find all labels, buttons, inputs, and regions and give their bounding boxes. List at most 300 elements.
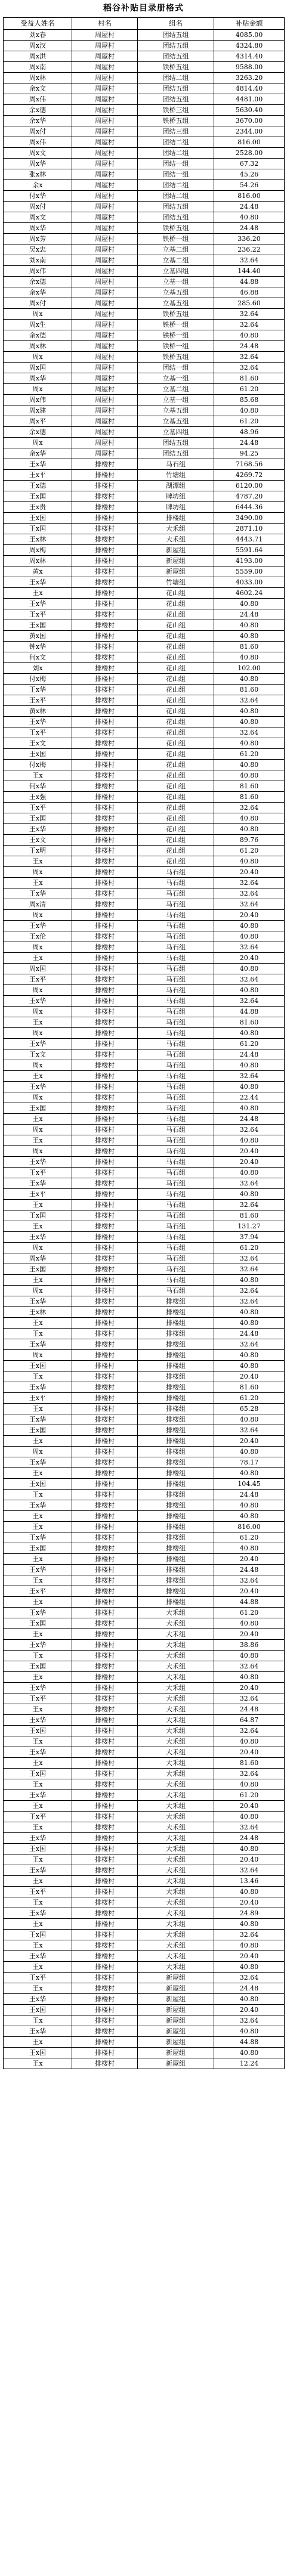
- cell-subsidy-amount: 24.48: [214, 1490, 285, 1500]
- cell-village-name: 排楼村: [72, 921, 138, 931]
- cell-group-name: 大禾组: [138, 1887, 214, 1897]
- cell-subsidy-amount: 32.64: [214, 1865, 285, 1876]
- cell-beneficiary-name: 王x平: [4, 695, 72, 706]
- cell-subsidy-amount: 32.64: [214, 899, 285, 910]
- cell-beneficiary-name: 王x平: [4, 1189, 72, 1200]
- cell-village-name: 排楼村: [72, 1114, 138, 1125]
- cell-subsidy-amount: 94.25: [214, 448, 285, 459]
- cell-group-name: 花山组: [138, 652, 214, 663]
- table-row: [4, 803, 285, 813]
- table-row: [4, 1704, 285, 1715]
- cell-village-name: 排楼村: [72, 792, 138, 803]
- cell-subsidy-amount: 45.26: [214, 169, 285, 180]
- cell-group-name: 马石组: [138, 1221, 214, 1232]
- table-row: [4, 1071, 285, 1082]
- table-row: [4, 405, 285, 416]
- cell-group-name: 马石组: [138, 953, 214, 964]
- table-row: [4, 438, 285, 448]
- cell-beneficiary-name: 王x: [4, 1897, 72, 1908]
- table-row: [4, 1082, 285, 1092]
- cell-village-name: 排楼村: [72, 470, 138, 481]
- cell-group-name: 新屋组: [138, 2037, 214, 2048]
- cell-group-name: 牌坊组: [138, 491, 214, 502]
- cell-group-name: 花山组: [138, 770, 214, 781]
- cell-subsidy-amount: 54.26: [214, 180, 285, 191]
- table-row: [4, 1919, 285, 1930]
- table-row: [4, 116, 285, 126]
- cell-group-name: 湖潭组: [138, 481, 214, 491]
- cell-village-name: 排楼村: [72, 556, 138, 566]
- table-row: [4, 159, 285, 169]
- cell-beneficiary-name: 刘x春: [4, 30, 72, 41]
- cell-subsidy-amount: 32.64: [214, 727, 285, 738]
- table-row: [4, 1629, 285, 1640]
- table-row: [4, 2005, 285, 2015]
- table-row: [4, 1393, 285, 1404]
- cell-beneficiary-name: 王x华: [4, 2026, 72, 2037]
- cell-group-name: 立基四组: [138, 427, 214, 438]
- cell-group-name: 大禾组: [138, 1769, 214, 1779]
- cell-village-name: 周屋村: [72, 427, 138, 438]
- cell-village-name: 周屋村: [72, 234, 138, 244]
- cell-village-name: 排楼村: [72, 1103, 138, 1114]
- cell-subsidy-amount: 32.64: [214, 1178, 285, 1189]
- cell-subsidy-amount: 40.80: [214, 405, 285, 416]
- cell-subsidy-amount: 40.80: [214, 1940, 285, 1951]
- cell-beneficiary-name: 周x平: [4, 416, 72, 427]
- cell-beneficiary-name: 余x华: [4, 116, 72, 126]
- cell-group-name: 排楼组: [138, 1511, 214, 1522]
- cell-village-name: 排楼村: [72, 910, 138, 921]
- cell-beneficiary-name: 王x华: [4, 996, 72, 1007]
- cell-village-name: 周屋村: [72, 266, 138, 277]
- cell-group-name: 排楼组: [138, 1307, 214, 1318]
- cell-beneficiary-name: 付x华: [4, 191, 72, 202]
- cell-beneficiary-name: 王x: [4, 1758, 72, 1769]
- cell-subsidy-amount: 38.86: [214, 1640, 285, 1651]
- cell-group-name: 花山组: [138, 695, 214, 706]
- cell-beneficiary-name: 王x华: [4, 1178, 72, 1189]
- cell-beneficiary-name: 王x华: [4, 685, 72, 695]
- cell-village-name: 排楼村: [72, 1801, 138, 1812]
- table-row: [4, 83, 285, 94]
- cell-subsidy-amount: 81.60: [214, 781, 285, 792]
- table-row: [4, 588, 285, 599]
- cell-subsidy-amount: 2528.00: [214, 148, 285, 159]
- cell-subsidy-amount: 40.80: [214, 1361, 285, 1371]
- cell-beneficiary-name: 付x梅: [4, 674, 72, 685]
- cell-subsidy-amount: 40.80: [214, 1736, 285, 1747]
- cell-village-name: 排楼村: [72, 609, 138, 620]
- cell-subsidy-amount: 7168.56: [214, 459, 285, 470]
- cell-group-name: 排楼组: [138, 1361, 214, 1371]
- table-row: [4, 1983, 285, 1994]
- table-row: [4, 1060, 285, 1071]
- cell-village-name: 排楼村: [72, 749, 138, 760]
- table-row: [4, 1339, 285, 1350]
- document-title: 稻谷补贴目录册格式: [103, 4, 184, 13]
- table-row: [4, 749, 285, 760]
- header-row: [4, 18, 285, 30]
- cell-beneficiary-name: 何x文: [4, 652, 72, 663]
- cell-subsidy-amount: 816.00: [214, 191, 285, 202]
- cell-group-name: 排楼组: [138, 1468, 214, 1479]
- table-row: [4, 642, 285, 652]
- cell-beneficiary-name: 王x: [4, 1704, 72, 1715]
- table-row: [4, 1468, 285, 1479]
- cell-beneficiary-name: 周x: [4, 910, 72, 921]
- cell-group-name: 花山组: [138, 642, 214, 652]
- cell-beneficiary-name: 王x国: [4, 524, 72, 534]
- table-row: [4, 1039, 285, 1049]
- cell-subsidy-amount: 5559.00: [214, 566, 285, 577]
- cell-subsidy-amount: 40.80: [214, 1812, 285, 1822]
- cell-subsidy-amount: 81.60: [214, 642, 285, 652]
- table-row: [4, 846, 285, 856]
- cell-group-name: 排楼组: [138, 1597, 214, 1608]
- cell-beneficiary-name: 王x: [4, 2037, 72, 2048]
- cell-village-name: 周屋村: [72, 105, 138, 116]
- table-row: [4, 1157, 285, 1168]
- cell-village-name: 周屋村: [72, 352, 138, 363]
- cell-village-name: 排楼村: [72, 1382, 138, 1393]
- cell-subsidy-amount: 40.80: [214, 1887, 285, 1897]
- cell-group-name: 铁桥一组: [138, 330, 214, 341]
- cell-village-name: 排楼村: [72, 770, 138, 781]
- cell-beneficiary-name: 王x华: [4, 1908, 72, 1919]
- cell-group-name: 团结五组: [138, 51, 214, 62]
- cell-beneficiary-name: 王x: [4, 2058, 72, 2069]
- cell-subsidy-amount: 32.64: [214, 1125, 285, 1135]
- cell-beneficiary-name: 王x平: [4, 1693, 72, 1704]
- table-row: [4, 974, 285, 985]
- cell-village-name: 周屋村: [72, 30, 138, 41]
- cell-village-name: 排楼村: [72, 1640, 138, 1651]
- table-row: [4, 1672, 285, 1683]
- cell-group-name: 花山组: [138, 674, 214, 685]
- table-row: [4, 1511, 285, 1522]
- cell-village-name: 排楼村: [72, 1522, 138, 1532]
- table-row: [4, 309, 285, 320]
- cell-village-name: 排楼村: [72, 1876, 138, 1887]
- cell-beneficiary-name: 余x德: [4, 277, 72, 287]
- cell-beneficiary-name: 王x国: [4, 2048, 72, 2058]
- cell-subsidy-amount: 24.48: [214, 1704, 285, 1715]
- table-row: [4, 760, 285, 770]
- cell-village-name: 排楼村: [72, 1361, 138, 1371]
- table-row: [4, 1457, 285, 1468]
- cell-group-name: 立基一组: [138, 277, 214, 287]
- table-row: [4, 1726, 285, 1736]
- cell-group-name: 大禾组: [138, 1919, 214, 1930]
- cell-subsidy-amount: 32.64: [214, 974, 285, 985]
- cell-group-name: 新屋组: [138, 2015, 214, 2026]
- cell-village-name: 排楼村: [72, 1758, 138, 1769]
- cell-subsidy-amount: 24.48: [214, 438, 285, 448]
- cell-group-name: 花山组: [138, 781, 214, 792]
- cell-subsidy-amount: 32.64: [214, 942, 285, 953]
- cell-group-name: 团结三组: [138, 126, 214, 137]
- cell-village-name: 排楼村: [72, 1983, 138, 1994]
- table-row: [4, 1897, 285, 1908]
- cell-group-name: 花山组: [138, 846, 214, 856]
- cell-village-name: 排楼村: [72, 1790, 138, 1801]
- cell-beneficiary-name: 王x华: [4, 1082, 72, 1092]
- cell-group-name: 排楼组: [138, 1404, 214, 1414]
- cell-beneficiary-name: 周x南: [4, 62, 72, 73]
- cell-group-name: 花山组: [138, 706, 214, 717]
- cell-group-name: 团结五组: [138, 41, 214, 51]
- table-row: [4, 2058, 285, 2069]
- cell-group-name: 铁桥五组: [138, 116, 214, 126]
- cell-village-name: 排楼村: [72, 663, 138, 674]
- cell-subsidy-amount: 20.40: [214, 1146, 285, 1157]
- cell-village-name: 排楼村: [72, 491, 138, 502]
- cell-group-name: 排楼组: [138, 1339, 214, 1350]
- cell-village-name: 排楼村: [72, 1704, 138, 1715]
- cell-group-name: 新屋组: [138, 2026, 214, 2037]
- cell-village-name: 排楼村: [72, 878, 138, 888]
- subsidy-register-table: [3, 17, 285, 2069]
- cell-village-name: 周屋村: [72, 223, 138, 234]
- table-row: [4, 1651, 285, 1661]
- cell-subsidy-amount: 40.80: [214, 1618, 285, 1629]
- cell-subsidy-amount: 13.46: [214, 1876, 285, 1887]
- cell-subsidy-amount: 144.40: [214, 266, 285, 277]
- cell-beneficiary-name: 王x华: [4, 459, 72, 470]
- cell-subsidy-amount: 32.64: [214, 1930, 285, 1940]
- cell-group-name: 马石组: [138, 1286, 214, 1296]
- cell-subsidy-amount: 20.40: [214, 2005, 285, 2015]
- cell-subsidy-amount: 24.48: [214, 1833, 285, 1844]
- cell-group-name: 花山组: [138, 835, 214, 846]
- cell-group-name: 马石组: [138, 1264, 214, 1275]
- cell-group-name: 铁桥五组: [138, 62, 214, 73]
- header-group-name: 组名: [138, 18, 214, 30]
- cell-group-name: 排楼组: [138, 1425, 214, 1436]
- cell-subsidy-amount: 32.64: [214, 1071, 285, 1082]
- cell-subsidy-amount: 40.80: [214, 1672, 285, 1683]
- table-row: [4, 212, 285, 223]
- cell-village-name: 排楼村: [72, 1457, 138, 1468]
- table-row: [4, 1049, 285, 1060]
- cell-group-name: 立基五组: [138, 298, 214, 309]
- header-village-name: 村名: [72, 18, 138, 30]
- cell-village-name: 排楼村: [72, 888, 138, 899]
- table-row: [4, 1286, 285, 1296]
- table-row: [4, 1747, 285, 1758]
- cell-subsidy-amount: 32.64: [214, 352, 285, 363]
- cell-subsidy-amount: 40.80: [214, 1447, 285, 1457]
- cell-village-name: 周屋村: [72, 94, 138, 105]
- cell-group-name: 团结二组: [138, 191, 214, 202]
- cell-village-name: 排楼村: [72, 1318, 138, 1329]
- table-row: [4, 1715, 285, 1726]
- table-row: [4, 1178, 285, 1189]
- cell-group-name: 大禾组: [138, 1801, 214, 1812]
- cell-village-name: 排楼村: [72, 1028, 138, 1039]
- cell-beneficiary-name: 周x: [4, 1286, 72, 1296]
- table-row: [4, 1608, 285, 1618]
- cell-group-name: 团结二组: [138, 137, 214, 148]
- table-row: [4, 1865, 285, 1876]
- cell-village-name: 排楼村: [72, 1135, 138, 1146]
- table-row: [4, 126, 285, 137]
- cell-subsidy-amount: 61.20: [214, 749, 285, 760]
- cell-group-name: 马石组: [138, 1082, 214, 1092]
- cell-subsidy-amount: 816.00: [214, 1522, 285, 1532]
- cell-beneficiary-name: 周x华: [4, 159, 72, 169]
- cell-group-name: 马石组: [138, 1253, 214, 1264]
- cell-group-name: 大禾组: [138, 1726, 214, 1736]
- cell-beneficiary-name: 周x: [4, 1125, 72, 1135]
- table-row: [4, 373, 285, 384]
- cell-group-name: 花山组: [138, 631, 214, 642]
- table-row: [4, 470, 285, 481]
- cell-subsidy-amount: 40.80: [214, 2026, 285, 2037]
- cell-village-name: 排楼村: [72, 1844, 138, 1854]
- table-row: [4, 481, 285, 491]
- cell-village-name: 排楼村: [72, 1350, 138, 1361]
- cell-village-name: 周屋村: [72, 320, 138, 330]
- table-row: [4, 1812, 285, 1822]
- cell-subsidy-amount: 61.20: [214, 1532, 285, 1543]
- cell-beneficiary-name: 王x平: [4, 1586, 72, 1597]
- cell-village-name: 排楼村: [72, 1404, 138, 1414]
- cell-subsidy-amount: 4085.00: [214, 30, 285, 41]
- cell-group-name: 马石组: [138, 459, 214, 470]
- cell-subsidy-amount: 32.64: [214, 1253, 285, 1264]
- cell-subsidy-amount: 32.64: [214, 255, 285, 266]
- table-row: [4, 1930, 285, 1940]
- cell-village-name: 排楼村: [72, 1468, 138, 1479]
- table-row: [4, 1425, 285, 1436]
- cell-group-name: 马石组: [138, 1189, 214, 1200]
- cell-beneficiary-name: 王x: [4, 1404, 72, 1414]
- cell-subsidy-amount: 40.80: [214, 1414, 285, 1425]
- table-row: [4, 620, 285, 631]
- cell-village-name: 排楼村: [72, 1264, 138, 1275]
- table-row: [4, 2015, 285, 2026]
- cell-group-name: 排楼组: [138, 1414, 214, 1425]
- table-row: [4, 921, 285, 931]
- cell-subsidy-amount: 40.80: [214, 1168, 285, 1178]
- table-row: [4, 695, 285, 706]
- cell-village-name: 周屋村: [72, 126, 138, 137]
- cell-beneficiary-name: 王x华: [4, 577, 72, 588]
- cell-beneficiary-name: 余x华: [4, 287, 72, 298]
- table-row: [4, 384, 285, 395]
- cell-group-name: 大禾组: [138, 1790, 214, 1801]
- cell-beneficiary-name: 周x林: [4, 556, 72, 566]
- cell-village-name: 排楼村: [72, 1962, 138, 1973]
- cell-group-name: 排楼组: [138, 1318, 214, 1329]
- cell-subsidy-amount: 40.80: [214, 1189, 285, 1200]
- table-row: [4, 1554, 285, 1565]
- cell-beneficiary-name: 王x: [4, 2015, 72, 2026]
- cell-beneficiary-name: 周x: [4, 1243, 72, 1253]
- cell-subsidy-amount: 61.20: [214, 1790, 285, 1801]
- cell-group-name: 团结五组: [138, 448, 214, 459]
- cell-beneficiary-name: 王x: [4, 1672, 72, 1683]
- cell-group-name: 大禾组: [138, 534, 214, 545]
- cell-subsidy-amount: 78.17: [214, 1457, 285, 1468]
- table-row: [4, 545, 285, 556]
- table-row: [4, 813, 285, 824]
- cell-subsidy-amount: 4324.80: [214, 41, 285, 51]
- cell-beneficiary-name: 王x: [4, 1801, 72, 1812]
- cell-subsidy-amount: 32.64: [214, 309, 285, 320]
- table-row: [4, 942, 285, 953]
- cell-beneficiary-name: 王x: [4, 1468, 72, 1479]
- cell-village-name: 排楼村: [72, 1618, 138, 1629]
- cell-group-name: 马石组: [138, 1039, 214, 1049]
- cell-beneficiary-name: 周x林: [4, 341, 72, 352]
- cell-subsidy-amount: 20.40: [214, 1629, 285, 1640]
- cell-subsidy-amount: 81.60: [214, 1017, 285, 1028]
- cell-beneficiary-name: 周x国: [4, 964, 72, 974]
- cell-subsidy-amount: 40.80: [214, 1350, 285, 1361]
- cell-group-name: 花山组: [138, 856, 214, 867]
- cell-village-name: 周屋村: [72, 373, 138, 384]
- table-row: [4, 1908, 285, 1919]
- table-row: [4, 287, 285, 298]
- table-row: [4, 1522, 285, 1532]
- cell-village-name: 周屋村: [72, 202, 138, 212]
- cell-village-name: 周屋村: [72, 180, 138, 191]
- cell-subsidy-amount: 4602.24: [214, 588, 285, 599]
- cell-village-name: 排楼村: [72, 2026, 138, 2037]
- cell-subsidy-amount: 61.20: [214, 1608, 285, 1618]
- cell-beneficiary-name: 周x华: [4, 223, 72, 234]
- cell-subsidy-amount: 4443.71: [214, 534, 285, 545]
- table-row: [4, 1146, 285, 1157]
- cell-village-name: 排楼村: [72, 1769, 138, 1779]
- cell-village-name: 排楼村: [72, 1168, 138, 1178]
- table-row: [4, 566, 285, 577]
- cell-village-name: 周屋村: [72, 244, 138, 255]
- cell-group-name: 大禾组: [138, 1951, 214, 1962]
- table-row: [4, 105, 285, 116]
- cell-village-name: 排楼村: [72, 1951, 138, 1962]
- cell-subsidy-amount: 24.89: [214, 1908, 285, 1919]
- table-row: [4, 524, 285, 534]
- table-row: [4, 244, 285, 255]
- table-row: [4, 491, 285, 502]
- cell-village-name: 排楼村: [72, 1511, 138, 1522]
- cell-beneficiary-name: 周x: [4, 384, 72, 395]
- cell-group-name: 马石组: [138, 1232, 214, 1243]
- table-row: [4, 1221, 285, 1232]
- cell-subsidy-amount: 85.68: [214, 395, 285, 405]
- table-row: [4, 2048, 285, 2058]
- cell-beneficiary-name: 刘x: [4, 663, 72, 674]
- cell-village-name: 排楼村: [72, 588, 138, 599]
- cell-group-name: 花山组: [138, 803, 214, 813]
- cell-beneficiary-name: 王x: [4, 588, 72, 599]
- cell-beneficiary-name: 王x: [4, 1597, 72, 1608]
- table-row: [4, 1264, 285, 1275]
- cell-subsidy-amount: 40.80: [214, 1500, 285, 1511]
- cell-subsidy-amount: 40.80: [214, 824, 285, 835]
- cell-subsidy-amount: 40.80: [214, 1511, 285, 1522]
- cell-group-name: 大禾组: [138, 1640, 214, 1651]
- cell-group-name: 新屋组: [138, 1973, 214, 1983]
- cell-beneficiary-name: 何x华: [4, 781, 72, 792]
- table-row: [4, 556, 285, 566]
- cell-village-name: 排楼村: [72, 481, 138, 491]
- cell-group-name: 花山组: [138, 727, 214, 738]
